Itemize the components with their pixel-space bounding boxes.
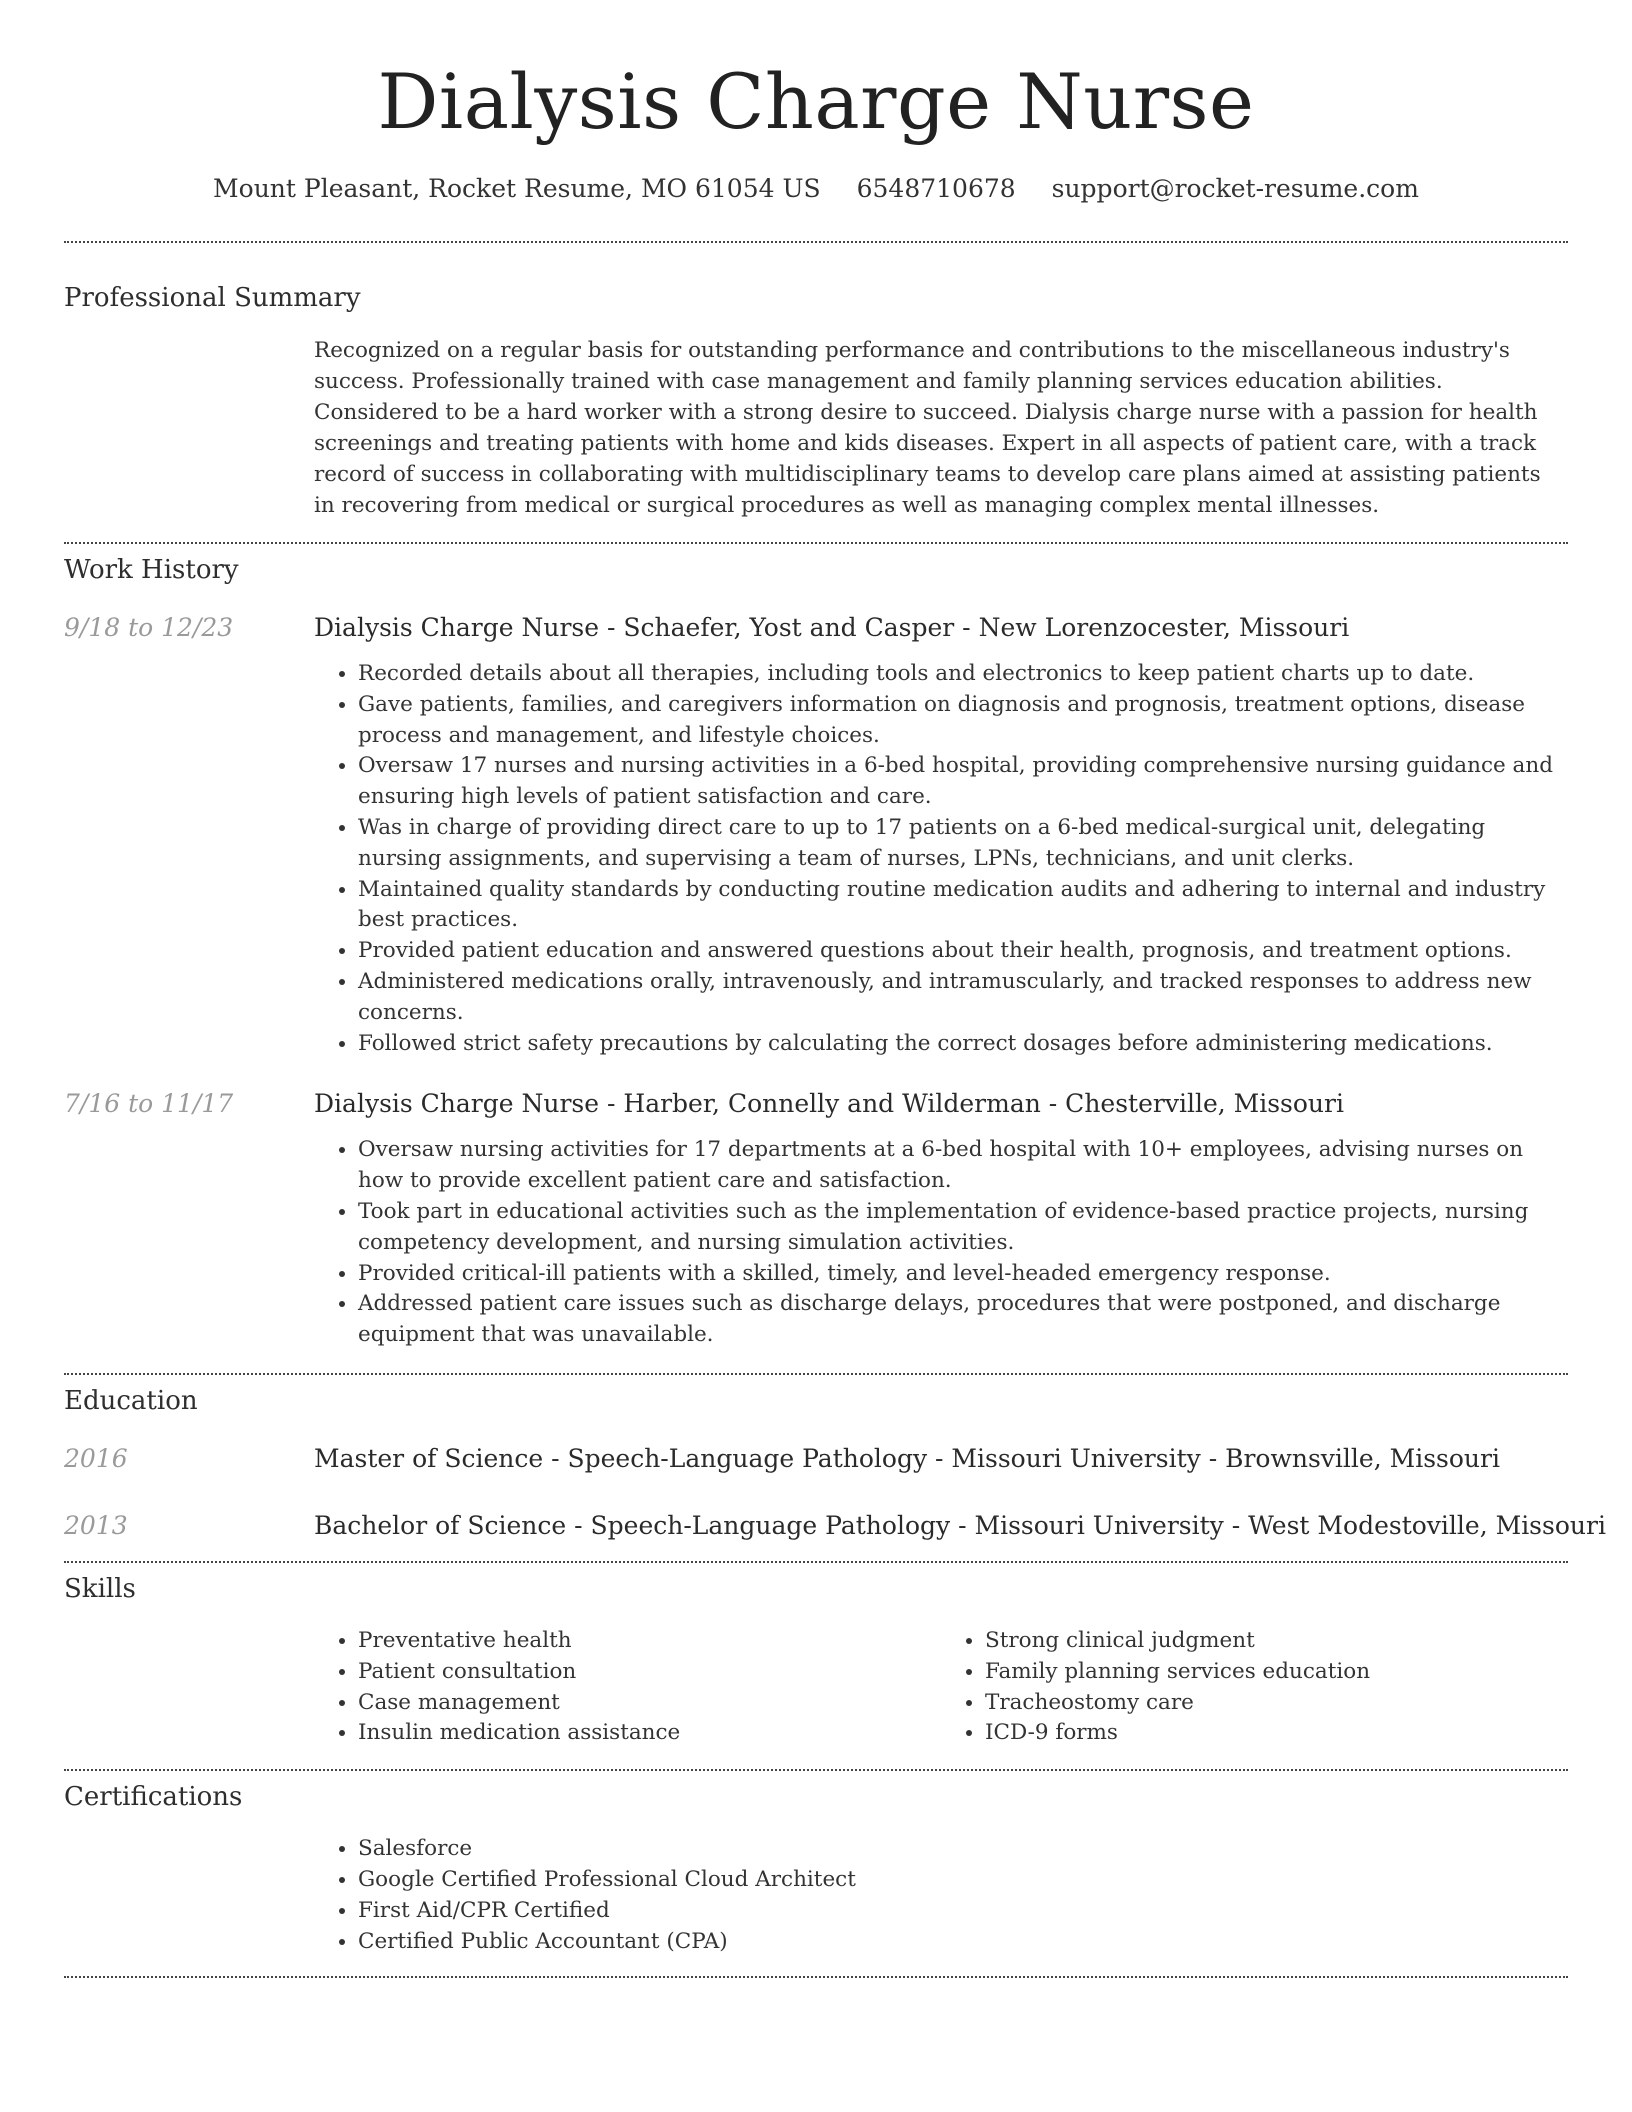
skill-item: • Patient consultation: [358, 1657, 941, 1688]
section-title-skills: Skills: [64, 1573, 136, 1604]
certifications-list: [314, 1834, 1568, 1957]
job-bullet: • Took part in educational activities such as the implementation of evidence-based practice projects, nursing competency development, and nursing simulation activities.: [358, 1197, 1568, 1259]
job-bullet: • Was in charge of providing direct care to up to 17 patients on a 6-bed medical-surgical unit, delegating nursing assignments, and supervising a team of nurses, LPNs, technicians, and unit clerks.: [358, 813, 1568, 875]
divider: [64, 1769, 1568, 1771]
skill-item: • Tracheostomy care: [985, 1688, 1568, 1719]
skill-item: • Strong clinical judgment: [985, 1626, 1568, 1657]
contact-phone: 6548710678: [856, 174, 1016, 203]
job-bullet: • Addressed patient care issues such as discharge delays, procedures that were postponed, and discharge equipment that was unavailable.: [358, 1289, 1568, 1351]
education-year: 2016: [64, 1443, 128, 1473]
divider: [64, 1976, 1568, 1978]
divider: [64, 542, 1568, 544]
education-entry: [64, 1509, 1606, 1543]
certification-item: • Google Certified Professional Cloud Architect: [358, 1865, 1568, 1896]
job-bullets: [314, 1135, 1568, 1351]
contact-line: [64, 172, 1568, 206]
skills-grid: [314, 1626, 1568, 1749]
job-dates: 7/16 to 11/17: [64, 1089, 234, 1119]
job-bullet: • Provided patient education and answered questions about their health, prognosis, and treatment options.: [358, 936, 1568, 967]
job-bullets: [314, 659, 1568, 1059]
divider: [64, 1373, 1568, 1375]
section-title-work-history: Work History: [64, 555, 239, 585]
job-bullet: • Gave patients, families, and caregivers information on diagnosis and prognosis, treatment options, disease process and management, and lifestyle choices.: [358, 690, 1568, 752]
job-dates: 9/18 to 12/23: [64, 613, 234, 642]
skill-item: • Family planning services education: [985, 1657, 1568, 1688]
section-title-certifications: Certifications: [64, 1782, 243, 1813]
skill-item: • Insulin medication assistance: [358, 1718, 941, 1749]
job-heading: Dialysis Charge Nurse - Schaefer, Yost and Casper - New Lorenzocester, Missouri: [314, 613, 1350, 642]
job-bullet: • Provided critical-ill patients with a skilled, timely, and level-headed emergency response.: [358, 1259, 1568, 1290]
certifications-block: [314, 1834, 1568, 1957]
contact-email: support@rocket-resume.com: [1051, 174, 1419, 203]
job-heading: Dialysis Charge Nurse - Harber, Connelly and Wilderman - Chesterville, Missouri: [314, 1089, 1344, 1119]
education-year: 2013: [64, 1510, 128, 1540]
job-bullet: • Followed strict safety precautions by calculating the correct dosages before administering medications.: [358, 1029, 1568, 1060]
job-entry: [64, 1087, 1568, 1351]
job-bullet: • Oversaw nursing activities for 17 departments at a 6-bed hospital with 10+ employees, advising nurses on how to provide excellent patient care and satisfaction.: [358, 1135, 1568, 1197]
section-title-summary: Professional Summary: [64, 283, 361, 313]
summary-block: [314, 335, 1568, 521]
resume-page: [64, 0, 1606, 1978]
skills-list-right: [941, 1626, 1568, 1749]
certification-item: • Certified Public Accountant (CPA): [358, 1927, 1568, 1958]
skill-item: • Preventative health: [358, 1626, 941, 1657]
certification-item: • First Aid/CPR Certified: [358, 1896, 1568, 1927]
contact-address: Mount Pleasant, Rocket Resume, MO 61054 US: [213, 174, 821, 203]
section-title-education: Education: [64, 1385, 198, 1416]
job-bullet: • Administered medications orally, intravenously, and intramuscularly, and tracked responses to address new concerns.: [358, 967, 1568, 1029]
skills-list-left: [314, 1626, 941, 1749]
summary-text: Recognized on a regular basis for outstanding performance and contributions to the miscellaneous industry's success. Professionally trained with case management and family planning services education abilities. Considered to be a hard worker with a strong desire to succeed. Dialysis charge nurse with a passion for health screenings and treating patients with home and kids diseases. Expert in all aspects of patient care, with a track record of success in collaborating with multidisciplinary teams to develop care plans aimed at assisting patients in recovering from medical or surgical procedures as well as managing complex mental illnesses.: [314, 338, 1541, 518]
education-degree: Bachelor of Science - Speech-Language Pathology - Missouri University - West Modestoville, Missouri: [314, 1510, 1606, 1540]
job-entry: [64, 611, 1568, 1059]
job-bullet: • Oversaw 17 nurses and nursing activities in a 6-bed hospital, providing comprehensive nursing guidance and ensuring high levels of patient satisfaction and care.: [358, 751, 1568, 813]
job-bullet: • Recorded details about all therapies, including tools and electronics to keep patient charts up to date.: [358, 659, 1568, 690]
job-bullet: • Maintained quality standards by conducting routine medication audits and adhering to internal and industry best practices.: [358, 875, 1568, 937]
skill-item: • Case management: [358, 1688, 941, 1719]
skill-item: • ICD-9 forms: [985, 1718, 1568, 1749]
education-degree: Master of Science - Speech-Language Pathology - Missouri University - Brownsville, Missouri: [314, 1443, 1500, 1473]
education-entry: [64, 1442, 1568, 1476]
resume-name: Dialysis Charge Nurse: [377, 57, 1255, 146]
divider: [64, 241, 1568, 243]
certification-item: • Salesforce: [358, 1834, 1568, 1865]
divider: [64, 1561, 1568, 1563]
